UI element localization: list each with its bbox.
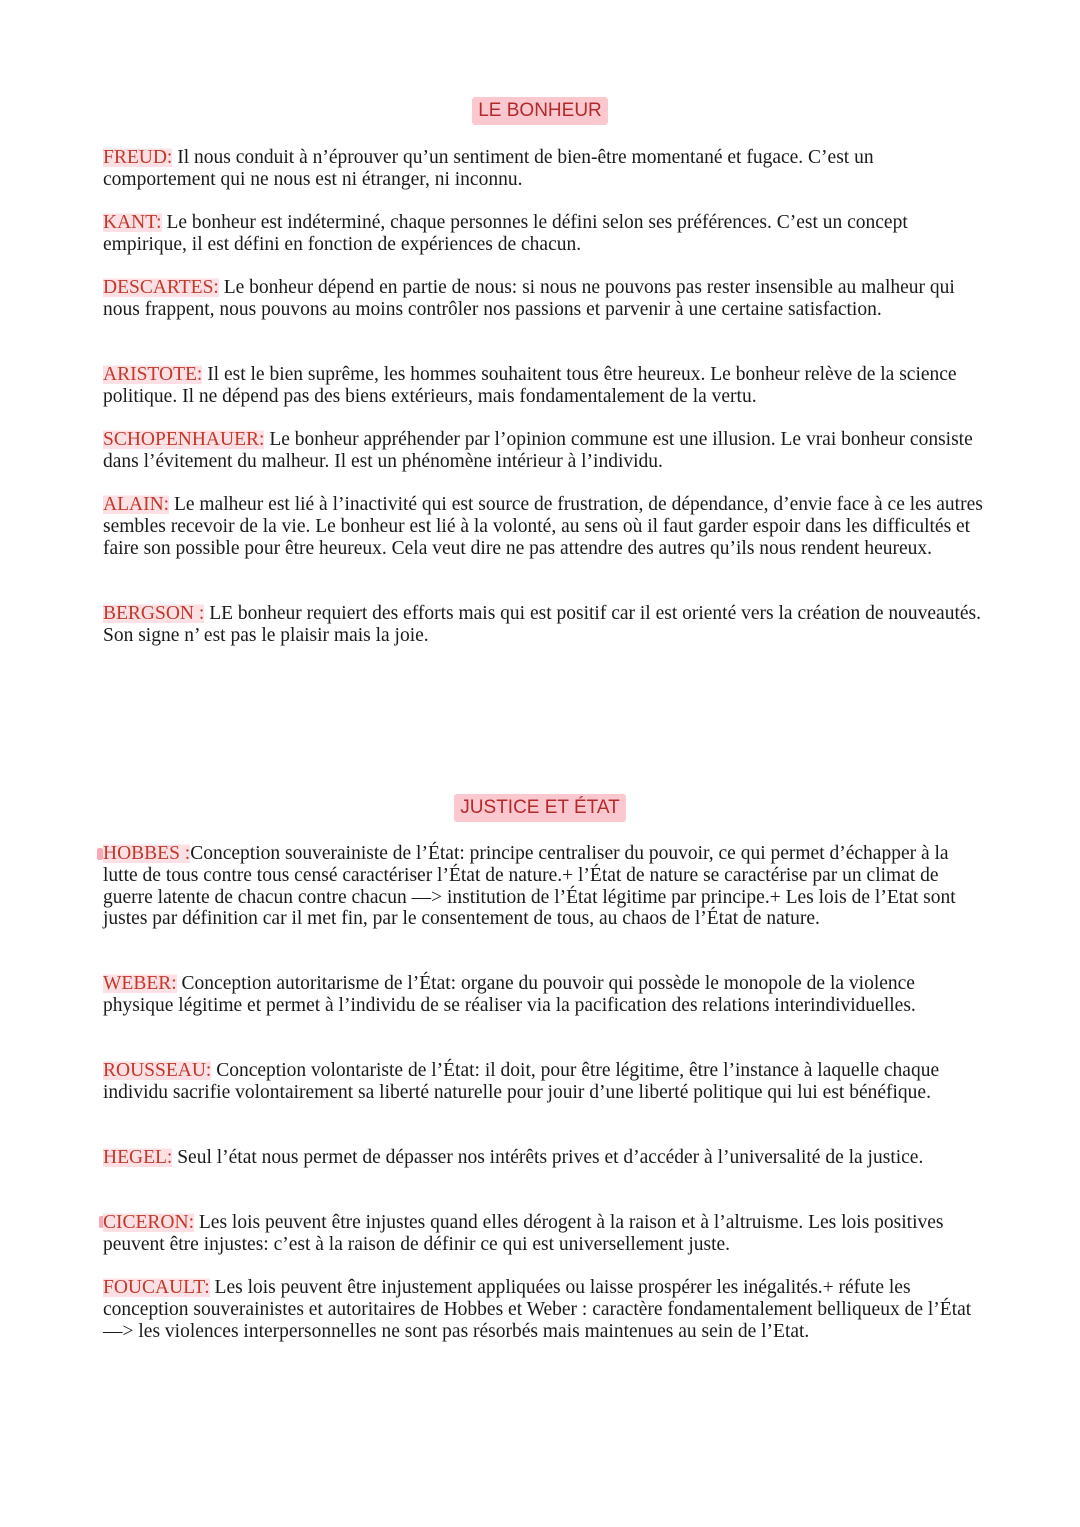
entry-bergson (103, 603, 983, 647)
philosopher-name: ARISTOTE: (103, 364, 203, 385)
entry-text: Conception autoritarisme de l’État: organe du pouvoir qui possède le monopole de la violence physique légitime et permet à l’individu de se réaliser via la pacification des relations interindividuelles. (103, 973, 916, 1016)
entry-rousseau (103, 1060, 983, 1104)
philosopher-name: ROUSSEAU: (103, 1060, 212, 1081)
entry-hobbes (103, 843, 983, 930)
entry-kant (103, 212, 983, 256)
entry-schopenhauer (103, 429, 983, 473)
philosopher-name: FREUD: (103, 147, 173, 168)
philosopher-name: FOUCAULT: (103, 1277, 210, 1298)
entry-text: Il nous conduit à n’éprouver qu’un sentiment de bien-être momentané et fugace. C’est un comportement qui ne nous est ni étranger, ni inconnu. (103, 147, 874, 190)
entry-aristote (103, 364, 983, 408)
entry-hegel (103, 1147, 983, 1169)
entry-text: Le bonheur dépend en partie de nous: si nous ne pouvons pas rester insensible au malheur qui nous frappent, nous pouvons au moins contrôler nos passions et parvenir à une certaine satisfaction. (103, 277, 955, 320)
entry-alain (103, 494, 983, 559)
entry-text: Conception volontariste de l’État: il doit, pour être légitime, être l’instance à laquelle chaque individu sacrifie volontairement sa liberté naturelle pour jouir d’une liberté politique qui lui est bénéfique. (103, 1060, 940, 1103)
philosopher-name: HEGEL: (103, 1147, 173, 1168)
entry-text: Il est le bien suprême, les hommes souhaitent tous être heureux. Le bonheur relève de la science politique. Il ne dépend pas des biens extérieurs, mais fondamentalement de la vertu. (103, 364, 957, 407)
entry-foucault (103, 1277, 983, 1342)
entry-ciceron (103, 1212, 983, 1256)
entry-text: Les lois peuvent être injustement appliquées ou laisse prospérer les inégalités.+ réfute les conception souverainistes et autoritaires de Hobbes et Weber : caractère fondamentalement belliqueux de l’État —> les violences interpersonnelles ne sont pas résorbés mais maintenues au sein de l’Etat. (103, 1277, 972, 1342)
philosopher-name: DESCARTES: (103, 277, 219, 298)
section-title-text: JUSTICE ET ÉTAT (454, 794, 625, 822)
section-title-justice (0, 797, 1080, 819)
section-title-bonheur (0, 100, 1080, 122)
section-title-text: LE BONHEUR (472, 97, 608, 125)
philosopher-name: BERGSON : (103, 603, 205, 624)
entry-text: Le bonheur est indéterminé, chaque personnes le défini selon ses préférences. C’est un concept empirique, il est défini en fonction de expériences de chacun. (103, 212, 908, 255)
entry-text: Conception souverainiste de l’État: principe centraliser du pouvoir, ce qui permet d’échapper à la lutte de tous contre tous censé caractériser l’État de nature.+ l’État de nature se caractérise par un climat de guerre latente de chacun contre chacun —> institution de l’État légitime par principe.+ Les lois de l’Etat sont justes par définition car il met fin, par le consentement de tous, au chaos de l’État de nature. (103, 843, 956, 930)
philosopher-name: ALAIN: (103, 494, 170, 515)
entry-text: Le malheur est lié à l’inactivité qui est source de frustration, de dépendance, d’envie face à ce les autres sembles recevoir de la vie. Le bonheur est lié à la volonté, au sens où il faut garder espoir dans les difficultés et faire son possible pour être heureux. Cela veut dire ne pas attendre des autres qu’ils nous rendent heureux. (103, 494, 983, 559)
entry-freud (103, 147, 983, 191)
entry-descartes (103, 277, 983, 321)
philosopher-name: CICERON: (103, 1212, 195, 1233)
philosopher-name: WEBER: (103, 973, 177, 994)
philosopher-name: SCHOPENHAUER: (103, 429, 265, 450)
entry-text: LE bonheur requiert des efforts mais qui est positif car il est orienté vers la création de nouveautés. Son signe n’ est pas le plaisir mais la joie. (103, 603, 981, 646)
entry-text: Seul l’état nous permet de dépasser nos intérêts prives et d’accéder à l’universalité de la justice. (172, 1147, 924, 1168)
entry-text: Le bonheur appréhender par l’opinion commune est une illusion. Le vrai bonheur consiste dans l’évitement du malheur. Il est un phénomène intérieur à l’individu. (103, 429, 973, 472)
entry-text: Les lois peuvent être injustes quand elles dérogent à la raison et à l’altruisme. Les lois positives peuvent être injustes: c’est à la raison de définir ce qui est universellement juste. (103, 1212, 944, 1255)
philosopher-name: KANT: (103, 212, 162, 233)
entry-weber (103, 973, 983, 1017)
philosopher-name: HOBBES : (103, 843, 191, 864)
